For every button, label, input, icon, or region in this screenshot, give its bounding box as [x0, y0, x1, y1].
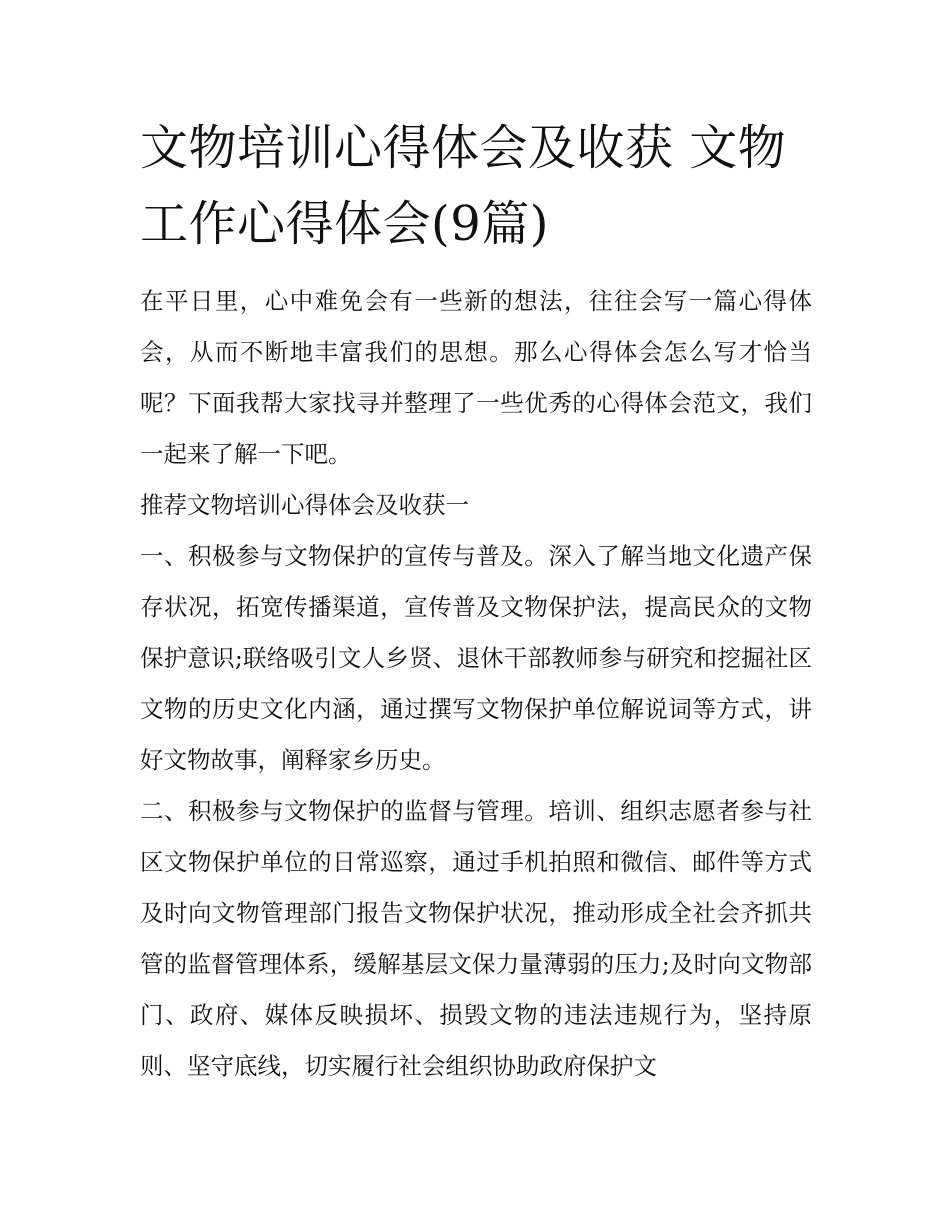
intro-paragraph: 在平日里，心中难免会有一些新的想法，往往会写一篇心得体会，从而不断地丰富我们的思想。那么心得体会怎么写才恰当呢？下面我帮大家找寻并整理了一些优秀的心得体会范文，我们一起来了解一下吧。	[140, 287, 812, 468]
body-paragraph-2: 二、积极参与文物保护的监督与管理。培训、组织志愿者参与社区文物保护单位的日常巡察，通过手机拍照和微信、邮件等方式及时向文物管理部门报告文物保护状况，推动形成全社会齐抓共管的监督管理体系，缓解基层文保力量薄弱的压力;及时向文物部门、政府、媒体反映损坏、损毁文物的违法违规行为，坚持原则、坚守底线，切实履行社会组织协助政府保护文	[140, 797, 812, 1080]
document-page	[140, 110, 812, 1092]
body-paragraph-1: 一、积极参与文物保护的宣传与普及。深入了解当地文化遗产保存状况，拓宽传播渠道，宣传普及文物保护法，提高民众的文物保护意识;联络吸引文人乡贤、退休干部教师参与研究和挖掘社区文物的历史文化内涵，通过撰写文物保护单位解说词等方式，讲好文物故事，阐释家乡历史。	[140, 542, 812, 774]
document-title: 文物培训心得体会及收获 文物工作心得体会(9篇)	[140, 120, 787, 252]
section-heading: 推荐文物培训心得体会及收获一	[140, 491, 469, 519]
